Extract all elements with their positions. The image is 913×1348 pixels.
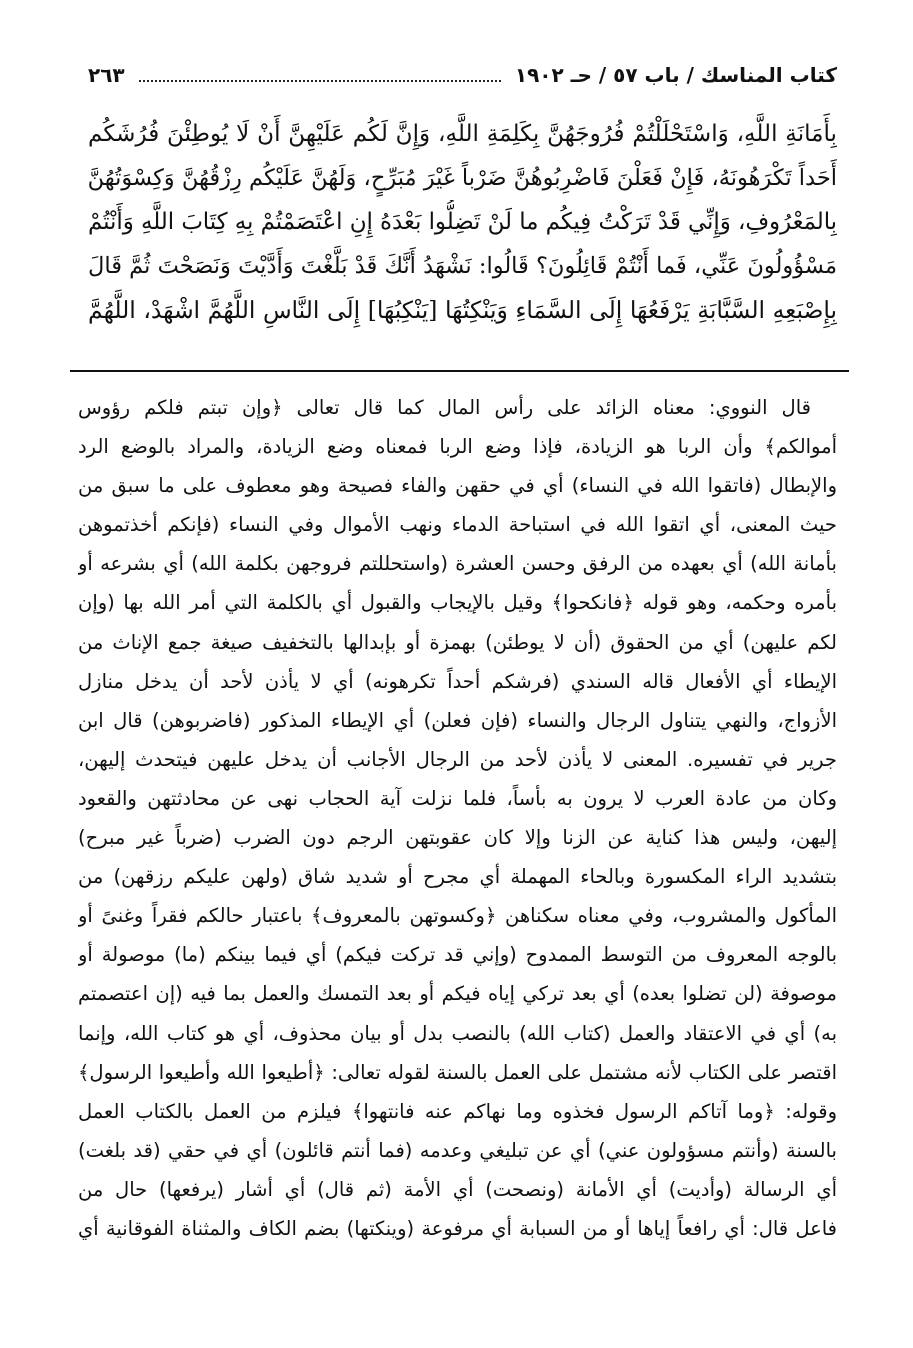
commentary-line: قال النووي: معناه الزائد على رأس المال كما قال تعالى ﴿وإن تبتم فلكم رؤوس (78, 396, 811, 419)
commentary-line: بالوجه المعروف من التوسط الممدوح (وإني قد تركت فيكم) أي فيما بينكم (ما) موصولة أو (78, 943, 837, 967)
commentary-line: إليهن، وليس هذا كناية عن الزنا وإلا كان عقوبتهن الرجم دون الضرب (ضرباً غير مبرح) (78, 826, 837, 850)
commentary-line: أي الرسالة (وأديت) أي الأمانة (ونصحت) أي الأمة (ثم قال) أي أشار (يرفعها) حال من (78, 1177, 837, 1201)
commentary-line: بتشديد الراء المكسورة وبالحاء المهملة أي مجرح أو شديد شاق (ولهن عليكم رزقهن) من (78, 865, 837, 889)
commentary-line: المأكول والمشروب، وفي معناه سكناهن ﴿وكسوتهن بالمعروف﴾ باعتبار حالكم فقراً وغنىً أو (78, 904, 837, 928)
page-number: ٢٦٣ (88, 63, 125, 87)
hadith-text (88, 112, 837, 332)
commentary-line: اقتصر على الكتاب لأنه مشتمل على العمل بالسنة لقوله تعالى: ﴿أطيعوا الله وأطيعوا الرسول﴾ (78, 1060, 837, 1084)
hadith-line: أَحَداً تَكْرَهُونَهُ، فَإِنْ فَعَلْنَ فَاضْرِبُوهُنَّ ضَرْباً غَيْرَ مُبَرِّحٍ، وَلَهُنَّ عَلَيْكُم رِزْقُهُنَّ وَكِسْوَتُهُنَّ (88, 165, 837, 191)
footnote-divider (70, 370, 849, 372)
dotted-leader (139, 80, 501, 82)
commentary-line: الإيطاء أي الأفعال قاله السندي (فرشكم أحداً تكرهونه) أي لا يأذن لأحد أن يدخل منازل (78, 669, 837, 693)
commentary-line: به) أي في الاعتقاد والعمل (كتاب الله) بالنصب بدل أو بيان محذوف، أي هو كتاب الله، وإنما (78, 1021, 837, 1045)
commentary-line: فاعل قال: أي رافعاً إياها أو من السبابة أي مرفوعة (وينكتها) بضم الكاف والمثناة الفوقانية أي (78, 1216, 837, 1240)
commentary-line: بأمره وحكمه، وهو قوله ﴿فانكحوا﴾ وقيل بالإيجاب والقبول أي بالكلمة التي أمر الله بها (وإن (78, 591, 837, 615)
commentary-line: أموالكم﴾ وأن الربا هو الزيادة، فإذا وضع الربا فمعناه وضع الزيادة، والمراد بالوضع الرد (78, 435, 837, 459)
commentary-line: وكان من عادة العرب لا يرون به بأساً، فلما نزلت آية الحجاب نهى عن محادثتهن والقعود (78, 786, 837, 810)
commentary-line: موصوفة (لن تضلوا بعده) أي بعد تركي إياه فيكم أو بعد التمسك والعمل بما فيه (إن اعتصمتم (78, 982, 837, 1006)
commentary-line: بالسنة (وأنتم مسؤولون عني) أي عن تبليغي وعدمه (فما أنتم قائلون) أي في حقي (قد بلغت) (78, 1138, 837, 1162)
commentary-line: بأمانة الله) أي بعهده من الرفق وحسن العشرة (واستحللتم فروجهن بكلمة الله) أي بشرعه أو (78, 552, 837, 576)
commentary-line: الأزواج، والنهي يتناول الرجال والنساء (فإن فعلن) أي الإيطاء المذكور (فاضربوهن) قال ابن (78, 708, 837, 732)
hadith-line: مَسْؤُولُونَ عَنِّي، فَما أَنْتُمْ قَائِلُونَ؟ قَالُوا: نَشْهَدُ أَنَّكَ قَدْ بَلَّغْتَ وَأَدَّيْتَ وَنَصَحْتَ ثُمَّ قَالَ (88, 253, 837, 279)
commentary-line: حيث المعنى، أي اتقوا الله في استباحة الدماء ونهب الأموال وفي النساء (فإنكم أخذتموهن (78, 513, 837, 537)
hadith-line: بِالمَعْرُوفِ، وَإِنِّي قَدْ تَرَكْتُ فِيكُم ما لَنْ تَضِلُّوا بَعْدَهُ إِنِ اعْتَصَمْتُمْ بِهِ كِتَابَ اللَّهِ وَأَنْتُمْ (88, 209, 837, 235)
running-title: كتاب المناسك / باب ٥٧ / حـ ١٩٠٢ (514, 63, 837, 87)
commentary-text (78, 388, 837, 1248)
commentary-line: لكم عليهن) أي من الحقوق (أن لا يوطئن) بهمزة أو بإبدالها بالتخفيف صيغة جمع الإناث من (78, 630, 837, 654)
hadith-line: بِأَمَانَةِ اللَّهِ، وَاسْتَحْلَلْتُمْ فُرُوجَهُنَّ بِكَلِمَةِ اللَّهِ، وَإِنَّ لَكُم عَلَيْهِنَّ أَنْ لَا يُوطِئْنَ فُرُشَكُم (88, 121, 837, 147)
commentary-line: وقوله: ﴿وما آتاكم الرسول فخذوه وما نهاكم عنه فانتهوا﴾ فيلزم من العمل بالكتاب العمل (78, 1099, 837, 1123)
running-header (88, 58, 837, 92)
commentary-line: جرير في تفسيره. المعنى لا يأذن لأحد من الرجال الأجانب أن يدخل عليهن فيتحدث إليهن، (78, 747, 837, 771)
commentary-line: والإبطال (فاتقوا الله في النساء) أي في حقهن والفاء فصيحة وهو معطوف على ما سبق من (78, 474, 837, 498)
hadith-line: بِإِصْبَعِهِ السَّبَّابَةِ يَرْفَعُهَا إِلَى السَّمَاءِ وَيَنْكِتُهَا [يَنْكِبُهَا] إِلَى النَّاسِ اللَّهُمَّ اشْهَدْ، اللَّهُمَّ (88, 296, 837, 324)
